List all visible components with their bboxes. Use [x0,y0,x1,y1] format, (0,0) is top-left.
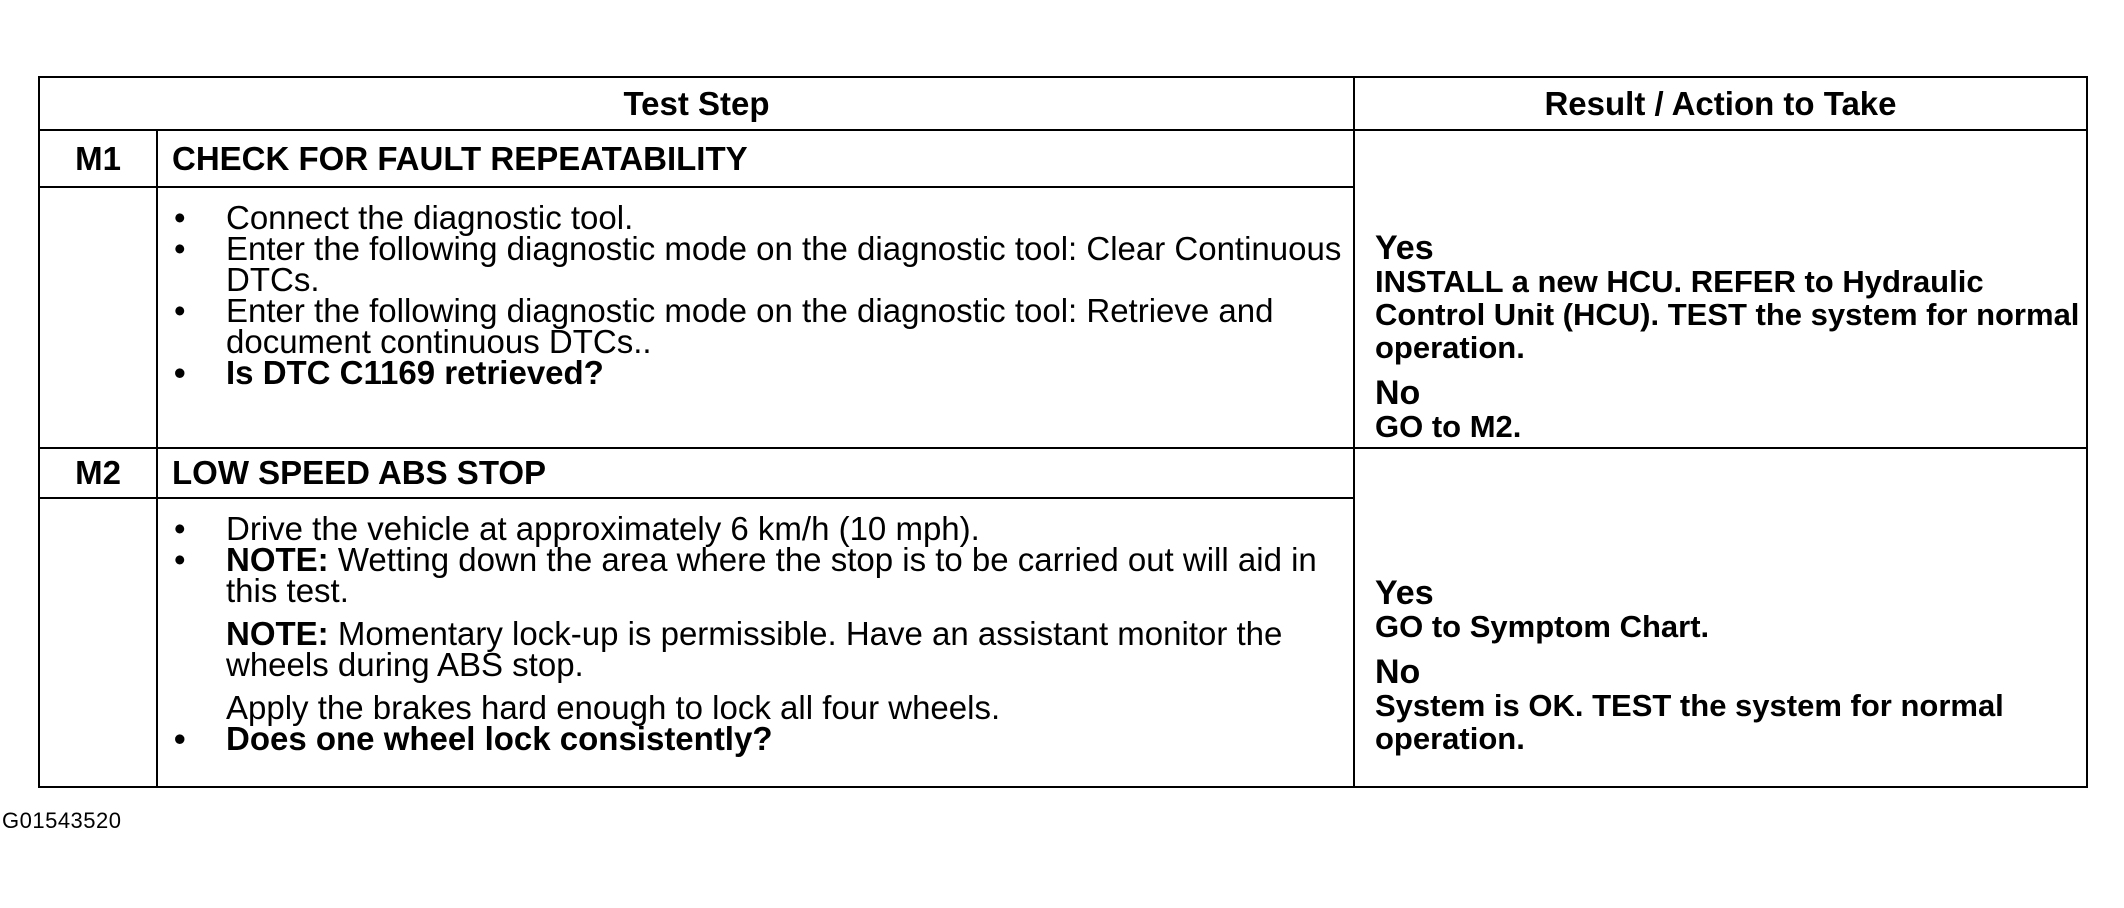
step-title-row [39,130,2087,187]
step-instructions [157,187,1354,449]
no-label: No [1375,374,1421,413]
step-id-spacer [39,498,157,787]
instruction-item: • Drive the vehicle at approximately 6 km/h (10 mph). [174,509,980,547]
figure-code: G01543520 [2,808,122,833]
step-title: LOW SPEED ABS STOP [157,448,1354,497]
note-2: NOTE: Momentary lock-up is permissible. Have an assistant monitor the wheels during ABS stop. [226,614,1283,683]
step-id-spacer [39,187,157,449]
yes-action: GO to Symptom Chart. [1375,609,1710,645]
no-action-target: M2. [1469,409,1522,445]
table-header-row [39,77,2087,130]
instruction-question: • Does one wheel lock consistently? [174,719,773,757]
bullet-icon: • [174,229,186,267]
result-cell [1354,130,2087,448]
no-label: No [1375,653,1421,692]
bullet-icon: • [174,291,186,329]
header-result-action: Result / Action to Take [1354,77,2087,130]
instruction-item: • Enter the following diagnostic mode on the diagnostic tool: Retrieve and document continuous DTCs.. [174,291,1274,360]
step-title: CHECK FOR FAULT REPEATABILITY [157,130,1354,187]
instruction-list [158,499,1353,757]
step-id: M1 [39,130,157,187]
result-cell [1354,448,2087,787]
note-1: NOTE: Wetting down the area where the stop is to be carried out will aid in this test. [226,540,1317,609]
step-title-row [39,448,2087,497]
step-id: M2 [39,448,157,497]
instruction-question: • Is DTC C1169 retrieved? [174,353,604,391]
step-instructions [157,498,1354,787]
bullet-icon: • [174,353,186,391]
instruction-item: • Enter the following diagnostic mode on the diagnostic tool: Clear Continuous DTCs. [174,229,1342,298]
instruction-list [158,188,1353,391]
yes-label: Yes [1375,574,1434,613]
bullet-icon: • [174,198,186,236]
no-action-prefix: GO to [1375,409,1470,445]
apply-brakes-instruction: Apply the brakes hard enough to lock all four wheels. [226,688,1001,726]
diagnostic-table [38,76,2088,788]
yes-label: Yes [1375,229,1434,268]
bullet-icon: • [174,509,186,547]
bullet-icon: • [174,540,186,578]
header-test-step: Test Step [39,77,1354,130]
yes-action: INSTALL a new HCU. REFER to Hydraulic Control Unit (HCU). TEST the system for normal operation. [1375,264,2080,366]
no-action [1375,410,2086,443]
instruction-item [158,540,1353,726]
no-action: System is OK. TEST the system for normal operation. [1375,688,2004,757]
instruction-item: • Connect the diagnostic tool. [174,198,634,236]
bullet-icon: • [174,719,186,757]
